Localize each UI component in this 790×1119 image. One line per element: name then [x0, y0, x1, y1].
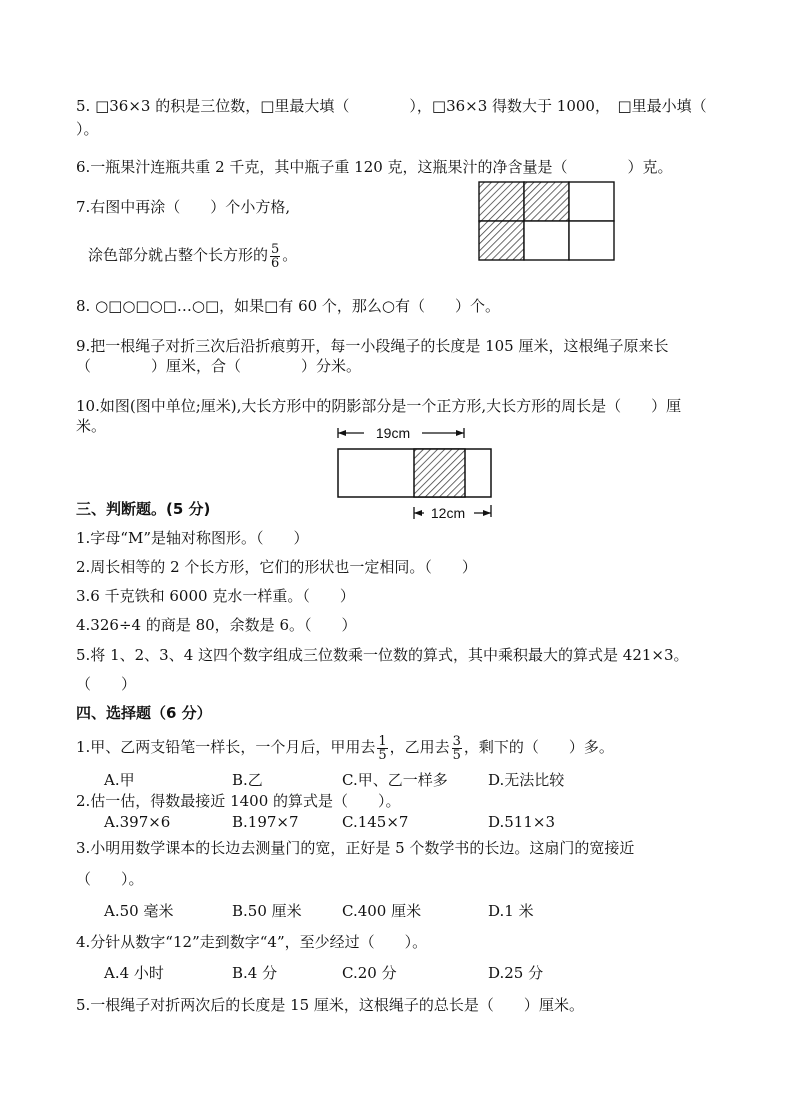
q3-option-d: D.1 米 — [488, 902, 534, 920]
label-12cm: 12cm — [430, 505, 466, 521]
grid-cell-empty — [569, 221, 614, 260]
q4-option-c: C.20 分 — [342, 964, 397, 982]
fraction-five-sixths: $\frac{5}{6}$ — [271, 241, 280, 271]
question-5-line2: ）。 — [76, 120, 99, 138]
grid-cell-empty — [569, 182, 614, 221]
grid-cell-shaded — [479, 182, 524, 221]
question-6: 6.一瓶果汁连瓶共重 2 千克，其中瓶子重 120 克，这瓶果汁的净含量是（ ）克。 — [76, 158, 673, 176]
q1-option-d: D.无法比较 — [488, 771, 565, 789]
q4-option-a: A.4 小时 — [104, 964, 164, 982]
question-7-line1: 7.右图中再涂（ ）个小方格, — [76, 198, 291, 216]
choice-q4: 4.分针从数字“12”走到数字“4”，至少经过（ ）。 — [76, 933, 428, 951]
judge-item-4: 4.326÷4 的商是 80，余数是 6。（ ） — [76, 616, 357, 634]
grid-cell-shaded — [479, 221, 524, 260]
question-10-line2: 米。 — [76, 417, 107, 435]
rectangle-figure — [334, 425, 506, 525]
q3-option-c: C.400 厘米 — [342, 902, 422, 920]
q2-option-b: B.197×7 — [232, 813, 299, 831]
choice-q5: 5.一根绳子对折两次后的长度是 15 厘米，这根绳子的总长是（ ）厘米。 — [76, 996, 584, 1014]
question-8: 8. ○□○□○□…○□，如果□有 60 个，那么○有（ ）个。 — [76, 297, 501, 315]
choice-q2: 2.估一估，得数最接近 1400 的算式是（ ）。 — [76, 792, 401, 810]
grid-cell-shaded — [524, 182, 569, 221]
judge-item-5: 5.将 1、2、3、4 这四个数字组成三位数乘一位数的算式，其中乘积最大的算式是 421×3。 — [76, 646, 689, 664]
question-7-line2: 涂色部分就占整个长方形的 $\frac{5}{6}$ 。 — [88, 241, 298, 271]
section-4-title: 四、选择题（6 分） — [76, 704, 212, 722]
q2-option-d: D.511×3 — [488, 813, 556, 831]
shaded-square — [414, 449, 465, 497]
q1-option-b: B.乙 — [232, 771, 263, 789]
q1-option-c: C.甲、乙一样多 — [342, 771, 448, 789]
grid-cell-empty — [524, 221, 569, 260]
choice-q1: 1.甲、乙两支铅笔一样长，一个月后，甲用去 $\frac{1}{5}$ ，乙用去 $\frac{3}{5}$ ，剩下的（ ）多。 — [76, 733, 614, 763]
section-3-title: 三、判断题。(5 分) — [76, 500, 211, 518]
question-9-line1: 9.把一根绳子对折三次后沿折痕剪开，每一小段绳子的长度是 105 厘米，这根绳子原来长 — [76, 337, 669, 355]
choice-q3-line1: 3.小明用数学课本的长边去测量门的宽，正好是 5 个数学书的长边。这扇门的宽接近 — [76, 839, 635, 857]
judge-item-5-blank: （ ） — [76, 675, 137, 693]
q4-option-b: B.4 分 — [232, 964, 278, 982]
question-7-text: 涂色部分就占整个长方形的 — [88, 246, 269, 264]
q4-option-d: D.25 分 — [488, 964, 544, 982]
q2-option-a: A.397×6 — [104, 813, 171, 831]
question-5-line1: 5. □36×3 的积是三位数，□里最大填（ ），□36×3 得数大于 1000， □里最小填（ — [76, 97, 707, 115]
fraction-one-fifth: $\frac{1}{5}$ — [378, 733, 387, 763]
question-10-line1: 10.如图(图中单位;厘米),大长方形中的阴影部分是一个正方形,大长方形的周长是（ ）厘 — [76, 397, 682, 415]
question-9-line2: （ ）厘米，合（ ）分米。 — [76, 357, 362, 375]
shaded-grid-figure — [478, 181, 618, 265]
q3-option-a: A.50 毫米 — [104, 902, 174, 920]
q1-option-a: A.甲 — [104, 771, 135, 789]
judge-item-3: 3.6 千克铁和 6000 克水一样重。（ ） — [76, 587, 355, 605]
choice-q3-line2: （ ）。 — [76, 870, 144, 888]
label-19cm: 19cm — [375, 425, 411, 441]
fraction-three-fifths: $\frac{3}{5}$ — [452, 733, 461, 763]
judge-item-1: 1.字母“M”是轴对称图形。（ ） — [76, 529, 309, 547]
judge-item-2: 2.周长相等的 2 个长方形，它们的形状也一定相同。（ ） — [76, 558, 477, 576]
q2-option-c: C.145×7 — [342, 813, 409, 831]
q3-option-b: B.50 厘米 — [232, 902, 302, 920]
